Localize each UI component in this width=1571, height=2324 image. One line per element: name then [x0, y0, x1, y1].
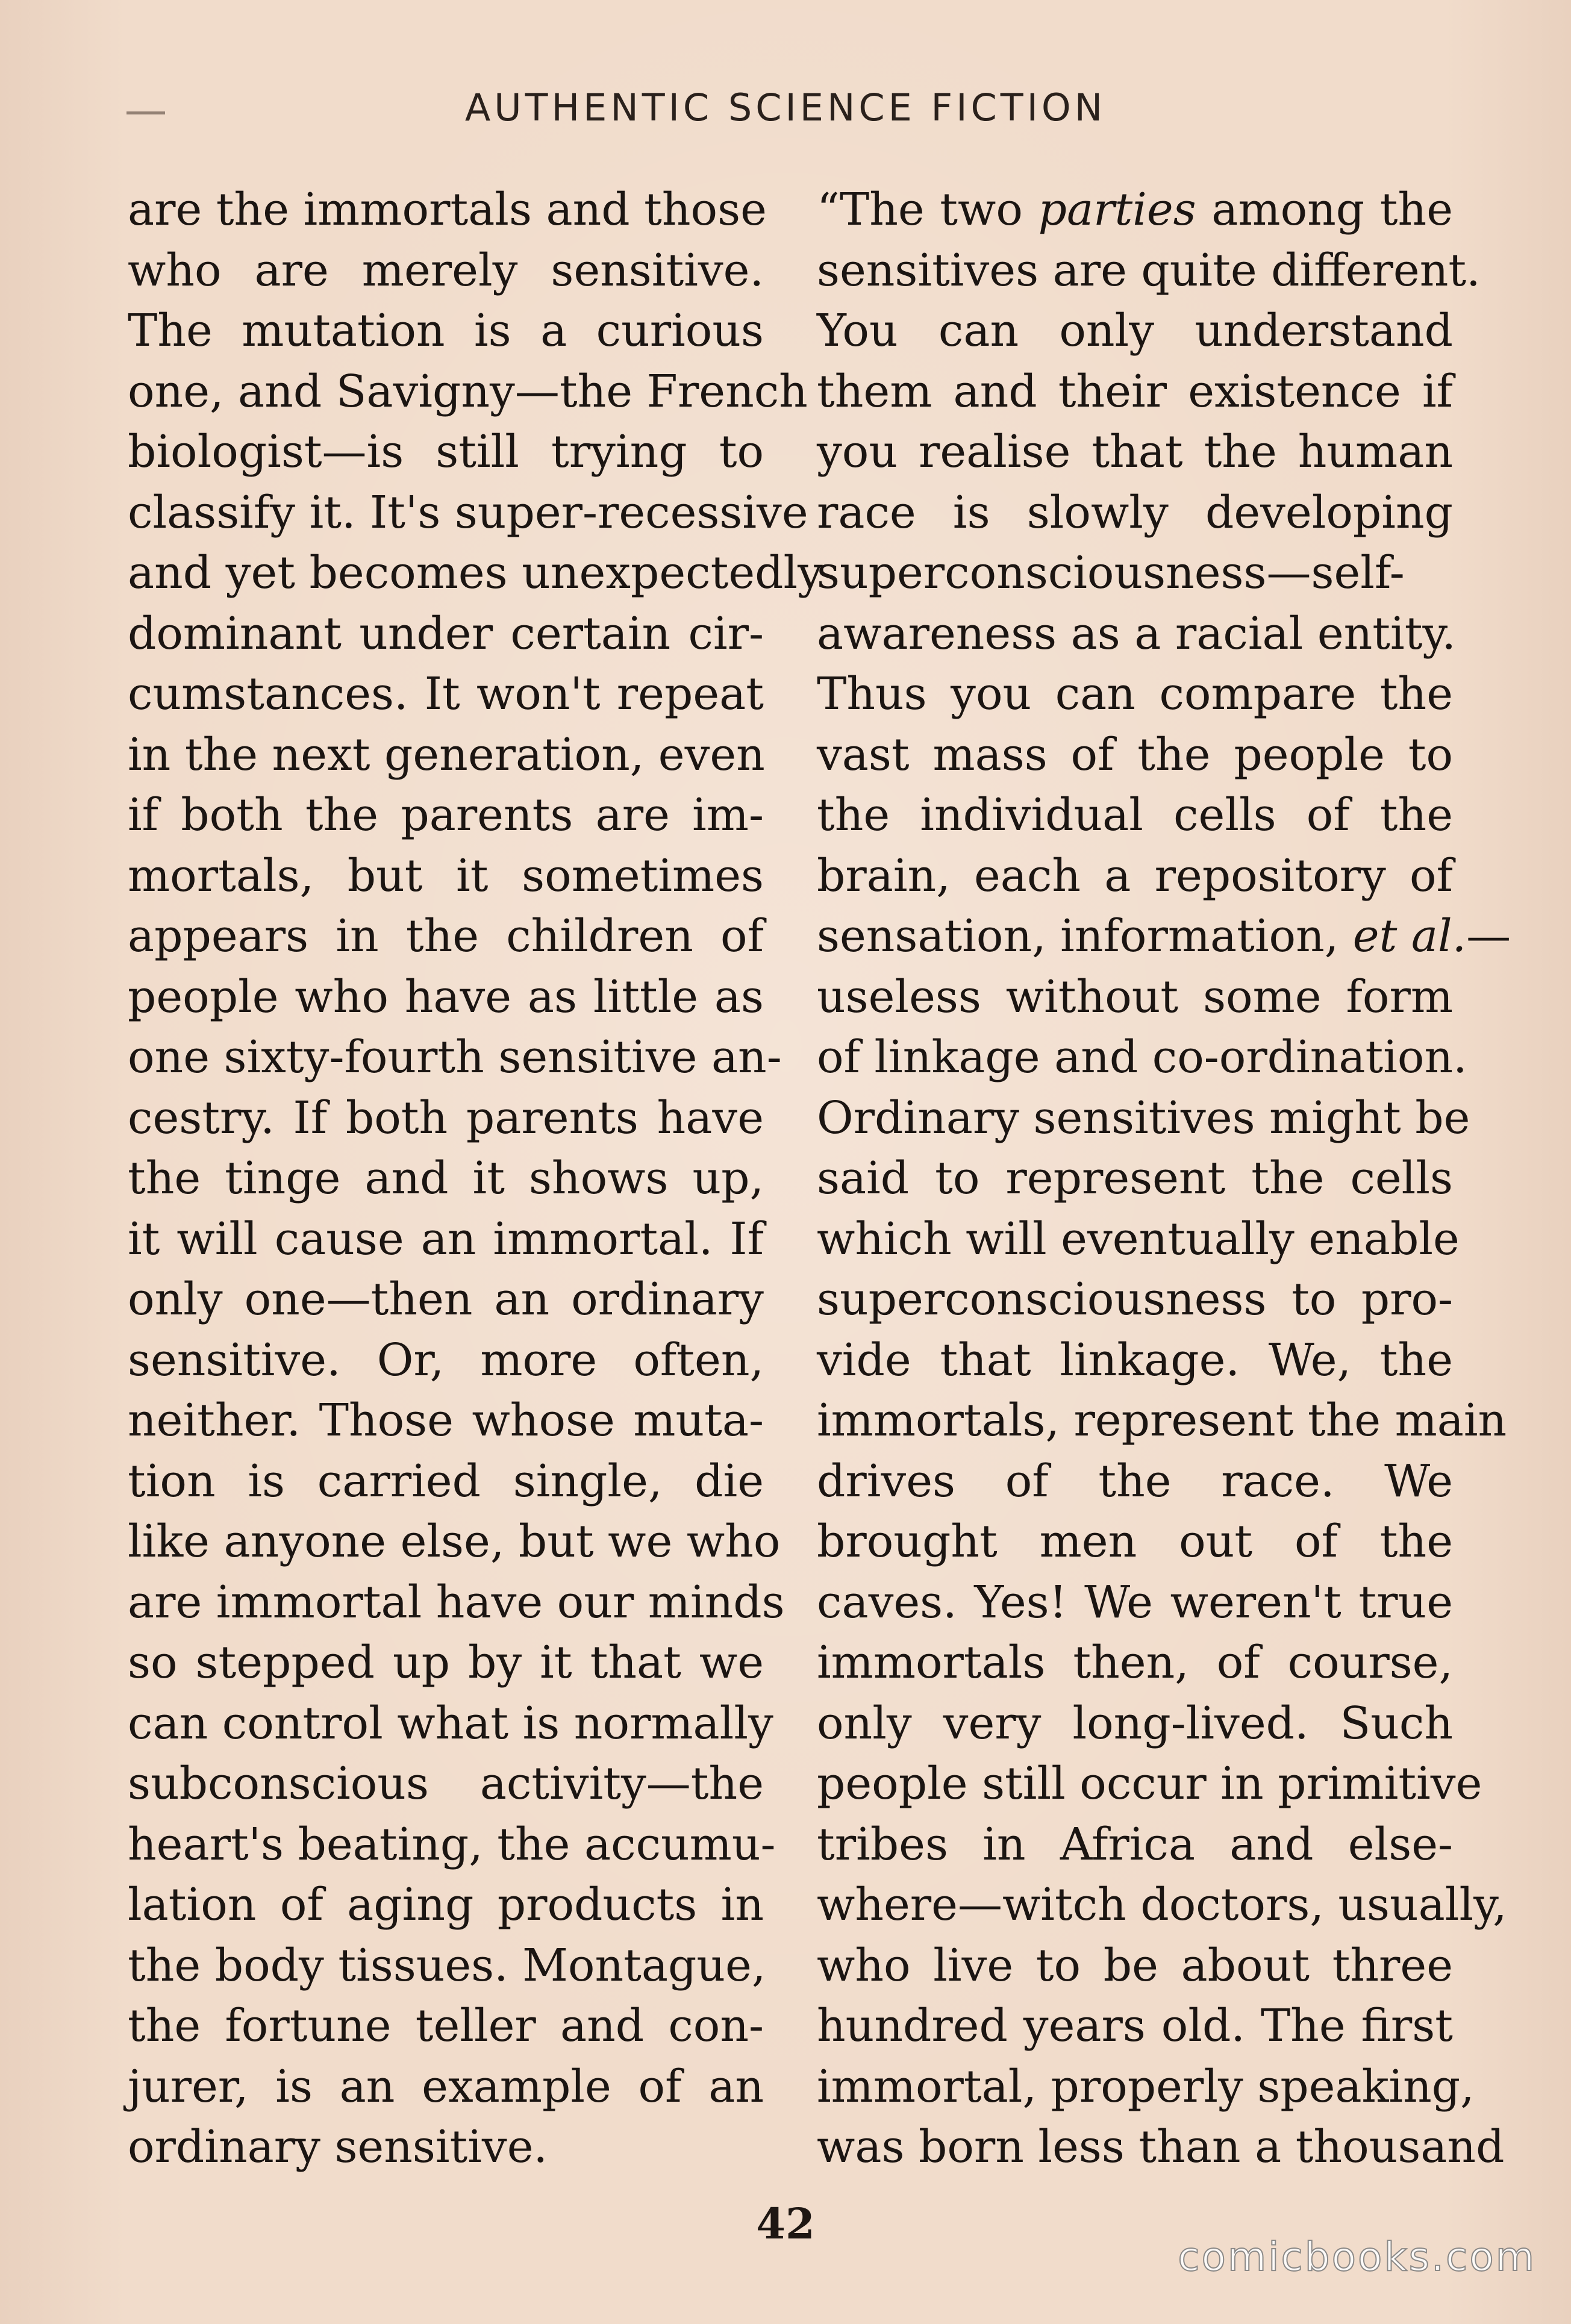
text-line: hundred years old. The first [817, 2000, 1453, 2052]
text-line: lation of aging products in [128, 1879, 764, 1931]
text-line: the fortune teller and con- [128, 2000, 764, 2052]
text-line: vast mass of the people to [817, 728, 1453, 781]
text-run: — [1466, 910, 1511, 962]
text-line: and yet becomes unexpectedly [128, 547, 823, 599]
text-line: was born less than a thousand [817, 2121, 1505, 2173]
text-line: immortals, represent the main [817, 1395, 1507, 1446]
text-line: the body tissues. Montague, [128, 1939, 766, 1991]
text-line: brought men out of the [817, 1516, 1453, 1567]
page-number: 42 [756, 2199, 815, 2249]
text-line: You can only understand [817, 305, 1453, 357]
text-line: tion is carried single, die [128, 1455, 764, 1507]
text-line: where—witch doctors, usually, [817, 1879, 1507, 1931]
text-line: The mutation is a curious [128, 305, 764, 357]
text-line: the tinge and it shows up, [128, 1152, 764, 1204]
left-column [128, 180, 823, 2178]
text-line: are the immortals and those [128, 184, 767, 236]
text-line: vide that linkage. We, the [817, 1334, 1453, 1386]
text-line: you realise that the human [817, 426, 1453, 478]
text-line: them and their existence if [817, 365, 1453, 417]
text-line: drives of the race. We [817, 1455, 1453, 1507]
text-line: superconsciousness to pro- [817, 1273, 1453, 1325]
text-line: appears in the children of [128, 910, 764, 962]
text-line: Thus you can compare the [817, 668, 1453, 720]
text-line: who live to be about three [817, 1939, 1453, 1991]
text-line: cestry. If both parents have [128, 1092, 764, 1144]
text-line: jurer, is an example of an [128, 2060, 764, 2113]
text-line: of linkage and co-ordination. [817, 1031, 1467, 1083]
text-line [817, 906, 1511, 967]
text-line: people who have as little as [128, 970, 764, 1023]
text-line: said to represent the cells [817, 1152, 1453, 1204]
text-line: if both the parents are im- [128, 789, 764, 841]
text-line: neither. Those whose muta- [128, 1395, 764, 1446]
text-line: ordinary sensitive. [128, 2121, 548, 2173]
text-run: among the [1196, 184, 1453, 236]
text-line: who are merely sensitive. [128, 244, 764, 296]
text-line: heart's beating, the accumu- [128, 1818, 776, 1870]
text-line: useless without some form [817, 970, 1453, 1023]
text-line: only very long-lived. Such [817, 1697, 1453, 1749]
text-run: “The two [817, 184, 1038, 236]
text-line: caves. Yes! We weren't true [817, 1576, 1453, 1628]
text-line: people still occur in primitive [817, 1758, 1482, 1810]
text-run: sensation, information, [817, 910, 1353, 962]
text-line: superconsciousness—self- [817, 547, 1405, 599]
text-line [817, 180, 1453, 240]
right-column [817, 180, 1511, 2178]
text-line: immortal, properly speaking, [817, 2060, 1475, 2113]
text-line: tribes in Africa and else- [817, 1818, 1453, 1870]
text-line: dominant under certain cir- [128, 607, 764, 660]
text-line: sensitive. Or, more often, [128, 1334, 764, 1386]
text-line: like anyone else, but we who [128, 1516, 781, 1567]
text-line: the individual cells of the [817, 789, 1453, 841]
text-line: so stepped up by it that we [128, 1637, 764, 1688]
italic-word: et al. [1352, 910, 1467, 962]
text-line: mortals, but it sometimes [128, 849, 764, 902]
text-line: are immortal have our minds [128, 1576, 785, 1628]
text-line: awareness as a racial entity. [817, 607, 1456, 660]
text-line: in the next generation, even [128, 728, 765, 781]
text-line: cumstances. It won't repeat [128, 668, 764, 720]
text-line: biologist—is still trying to [128, 426, 764, 478]
text-line: can control what is normally [128, 1697, 773, 1749]
text-line: race is slowly developing [817, 486, 1453, 539]
text-line: which will eventually enable [817, 1213, 1460, 1265]
italic-word: parties [1038, 184, 1196, 236]
text-line: it will cause an immortal. If [128, 1213, 764, 1265]
text-line: only one—then an ordinary [128, 1273, 764, 1325]
text-line: subconscious activity—the [128, 1758, 764, 1810]
text-line: sensitives are quite different. [817, 244, 1481, 296]
text-line: immortals then, of course, [817, 1637, 1453, 1688]
text-line: one, and Savigny—the French [128, 365, 808, 417]
text-columns [128, 180, 1511, 2179]
text-line: Ordinary sensitives might be [817, 1092, 1470, 1144]
text-line: classify it. It's super-recessive [128, 486, 808, 539]
text-line: one sixty-fourth sensitive an- [128, 1031, 782, 1083]
watermark: comicbooks.com [1178, 2234, 1536, 2280]
running-header: AUTHENTIC SCIENCE FICTION [464, 86, 1107, 130]
text-line: brain, each a repository of [817, 849, 1453, 902]
